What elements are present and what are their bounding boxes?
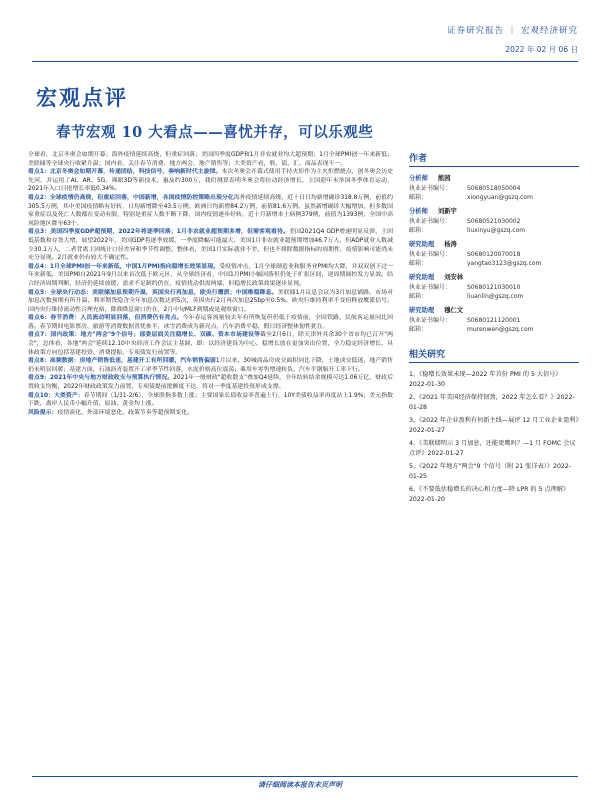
analyst-card: [409, 306, 579, 334]
sidebar: [409, 151, 579, 508]
analyst-role: 研究助理: [409, 241, 435, 248]
point-1-head: 看点1：北京冬奥会如期开幕，传递团结，科技信号，奏响新时代主旋律。: [28, 169, 222, 176]
point-9-body: 2021年一般财政"超收散支"叠加Q4延续，全年结转结余规模可达1.06万亿，财政后置收支均衡，2022年财政政策发力前置，专项债提前批额度下达，将对一季度基建投资形成支撑。: [28, 375, 393, 391]
point-1: [28, 168, 393, 194]
email-link[interactable]: yangtao3123@gszq.com: [467, 260, 542, 267]
footer-divider: [32, 776, 578, 777]
related-heading: 相关研究: [409, 347, 579, 363]
point-3-body: 美国2021Q4 GDP增速明显反弹，主因低基数和存货大增，展望2022年，美国GDP将逐季放缓，一季度降幅可能最大，美国1月非农就业超预期增加46.7万人，但ADP就业人数减少30.1万人，二者背离主因统计口径差异和季节性调整。整体看，美国1月实际就业不差，但也不排除数据指标的周期性，疫情影响可能尚未充分显现。2月就业仍有较大不确定性。: [28, 229, 393, 262]
cert-label: 执业证书编号：: [409, 251, 452, 258]
risk-note-body: 疫情演化、外部环境恶化、政策节奏等超预期变化。: [57, 409, 193, 416]
report-type-label: 证券研究报告 ｜ 宏观经济研究: [447, 26, 578, 36]
intro-paragraph: 全球看，北京冬奥会如期开幕；海外疫情延续高烧，但重症回落；美国四季度GDP和1月非农就业均大超预期；1月全球PMI创一年来新低；美联储等全球央行收紧升温；国内看，关注春节消费、地方两会、地产销售等；大类资产看，股、债、汇、商品表现不一。: [28, 152, 393, 167]
analyst-card: [409, 174, 579, 202]
related-research: [409, 347, 579, 505]
point-7: [28, 331, 393, 357]
email-link[interactable]: xiongyuan@gszq.com: [467, 194, 533, 201]
related-item[interactable]: 6、《不要低估稳增长的决心和力度—降 LPR 的 5 点理解》2022-01-20: [409, 486, 570, 503]
analyst-name: 杨涛: [444, 241, 457, 248]
related-item[interactable]: 3、《2022 年企业盈利有何新主线—展评 12 月工业企业盈利》2022-01-27: [409, 417, 579, 434]
point-6-body: 今年春运客流量较去年有所恢复但仍低于疫情前，全国铁路、民航客运量同比回落。春节期间电影票房、旅游等消费数据喜忧参半，冰雪消费成为新亮点，汽车消费平稳，假日经济整体韧性犹在。: [28, 315, 393, 330]
analyst-role: 分析师: [409, 208, 428, 215]
email-link[interactable]: liuanlin@gszq.com: [467, 293, 524, 300]
point-7-body: 截至2月6日，除天津外其余30个省市均已召开"两会"，总体看，各地"两会"延续12.10中央经济工作会议主基调，即：以经济建设为中心，稳增长放在更加突出位置，全力稳定经济增长，具体政策方向包括基建投资、消费提振、专项债发行前置等。: [28, 332, 393, 356]
cert-number: S0680121030010: [467, 284, 521, 291]
cert-label: 执业证书编号：: [409, 218, 452, 225]
related-item[interactable]: 5、《2022 年地方"两会"9 个信号（附 21 张详表）》2022-01-25: [409, 463, 572, 480]
point-5-body: 美联储1月议息会议为3月加息铺路，市场对加息次数预期有所升温，利率期货隐含全年加息次数达到5次，英国央行2月再次加息25bp至0.5%，欧央行维持利率不变但释放鹰派信号。国内央行维持流动性合理充裕，降准降息窗口仍在，2月中旬MLF到期或是观察窗口。: [28, 289, 393, 313]
related-item[interactable]: 2、《2021 年美国经济保持韧劲，2022 年怎么看？》2022-01-28: [409, 394, 575, 411]
cert-label: 执业证书编号：: [409, 317, 452, 324]
point-2: [28, 194, 393, 228]
point-10-head: 看点10：大类资产：: [28, 392, 84, 399]
report-date: 2022 年 02 月 06 日: [505, 45, 578, 54]
point-9-head: 看点9：2021年中央与地方财政收支与预算执行情况。: [28, 375, 174, 382]
report-body: [28, 151, 393, 772]
point-6: [28, 314, 393, 331]
footer-disclaimer: 请仔细阅读本报告末页声明: [258, 781, 342, 789]
email-label: 邮箱：: [409, 227, 428, 234]
cert-number: S0680120070018: [467, 251, 521, 258]
point-1-body: 本次冬奥会开幕式使用手持火炬作为主火炬燃烧点，创冬奥会历史先河，并运用了AI、AR、5G、裸眼3D等新技术。惠及约300万，我们测算表明冬奥会将拉动经济增长，主国迎年末举国冬季体育运动，2021年入口日抢增长率低0.34%。: [28, 169, 393, 193]
email-label: 邮箱：: [409, 326, 428, 333]
authors-heading: 作者: [409, 151, 579, 167]
point-4: [28, 263, 393, 289]
risk-note: [28, 409, 393, 418]
cert-number: S0680521030002: [467, 218, 521, 225]
report-title: 春节宏观 10 大看点——喜忧并存，可以乐观些: [56, 124, 374, 141]
point-6-head: 看点6：春节消费：人员流动明显回落，但消费仍有亮点。: [28, 315, 183, 322]
analyst-role: 分析师: [409, 175, 428, 182]
related-item[interactable]: 4、《美联储明示 3 月加息，还能更鹰吗？—1 月 FOMC 会议点评》2022-01-27: [409, 440, 576, 457]
point-3-head: 看点3：美国四季度GDP超预期，2022年将逐季回落；1月非农就业超预期多增，但需客观看待。: [28, 229, 289, 236]
cert-label: 执业证书编号：: [409, 185, 452, 192]
email-link[interactable]: murenwen@gszq.com: [467, 326, 534, 333]
analyst-name: 熊园: [437, 175, 451, 182]
analyst-role: 研究助理: [409, 274, 435, 281]
point-2-body: 海外疫情延续高烧，近十日日均新增确诊318.8万例，前值约305.5万例，其中美国疫情略有好转，日均新增降至43.5万例；欧洲日均新增84.2万例，前值81.6万例。虽然新增确诊大幅增加，但多数国家重症以及死亡人数都在变动有限，特别是重症人数不断下降，国内疫情逐步好转，近十月新增本土病例379例，前值为1393例；全国中高风险地区降至63个。: [28, 194, 393, 227]
point-8-body: 1月以来，30城商品房成交面积同比下降，土地成交低迷，地产销售仍未明显回暖；基建方面，石油沥青装置开工率季节性回落，水泥价格高位震荡；乘用车零售增速转负，汽车半钢胎开工率下行。: [28, 358, 393, 373]
point-9: [28, 374, 393, 391]
analyst-role: 研究助理: [409, 307, 435, 314]
point-2-head: 看点2：全球疫情仍高烧，但重症回落，中国新增，各国疫情防控策略出现分化: [28, 194, 234, 201]
analyst-card: [409, 273, 579, 301]
analyst-name: 刘新宇: [437, 208, 457, 215]
point-3: [28, 228, 393, 262]
cert-number: S0680121120001: [467, 317, 521, 324]
email-label: 邮箱：: [409, 194, 428, 201]
point-5: [28, 289, 393, 315]
analyst-card: [409, 240, 579, 268]
cert-number: S0680518050004: [467, 185, 521, 192]
section-title: 宏观点评: [36, 85, 128, 110]
email-label: 邮箱：: [409, 260, 428, 267]
analyst-name: 穆仁文: [444, 307, 464, 314]
related-item[interactable]: 1、《稳增长效果未现—2022 年首份 PMI 的 5 大信号》2022-01-30: [409, 371, 562, 388]
point-8-head: 看点8：高频数据：房地产销售低迷，基建开工有所回暖，汽车销售偏弱: [28, 358, 216, 365]
header-divider: [32, 61, 578, 62]
point-7-head: 看点7：国内政策：地方"两会"9个信号；部委层面关注稳增长、双碳、资本市场建设等: [28, 332, 261, 339]
point-10: [28, 392, 393, 409]
email-link[interactable]: liuxinyu@gszq.com: [467, 227, 526, 234]
email-label: 邮箱：: [409, 293, 428, 300]
point-4-head: 看点4：1月全球PMI创一年来新低，中国1月PMI指向稳增长效果显现。: [28, 263, 220, 270]
analyst-card: [409, 207, 579, 235]
point-10-body: 春节期间（1/31-2/6），全球股指多数上涨；主要国家长债收益率普遍上行，10Y美债收益率再度站上1.9%；美元指数下跌，离岸人民币小幅升值，原油、黄金均上涨。: [28, 392, 393, 408]
point-4-body: 受疫情冲击，1月全球制造业和服务业PMI均大降，并双双创下过一年来新低，美国PMI自2021年9月以来首次低于欧元区，从全球经济看，中国1月PMI小幅回落但仍处于扩张区间，逆周期调控发力显效。结合经济周期判断，经济仍延续放缓，需求不足制约仍在，疫情扰动供需两端，但稳增长政策效果逐步显现。: [28, 263, 393, 287]
point-5-head: 看点5：全球央行动态：美联储加息预期升温，英国央行再加息，欧央行鹰派；中国维稳降息。: [28, 289, 278, 296]
risk-note-head: 风险提示：: [28, 409, 58, 416]
analyst-name: 刘安林: [444, 274, 464, 281]
point-8: [28, 357, 393, 374]
cert-label: 执业证书编号：: [409, 284, 452, 291]
